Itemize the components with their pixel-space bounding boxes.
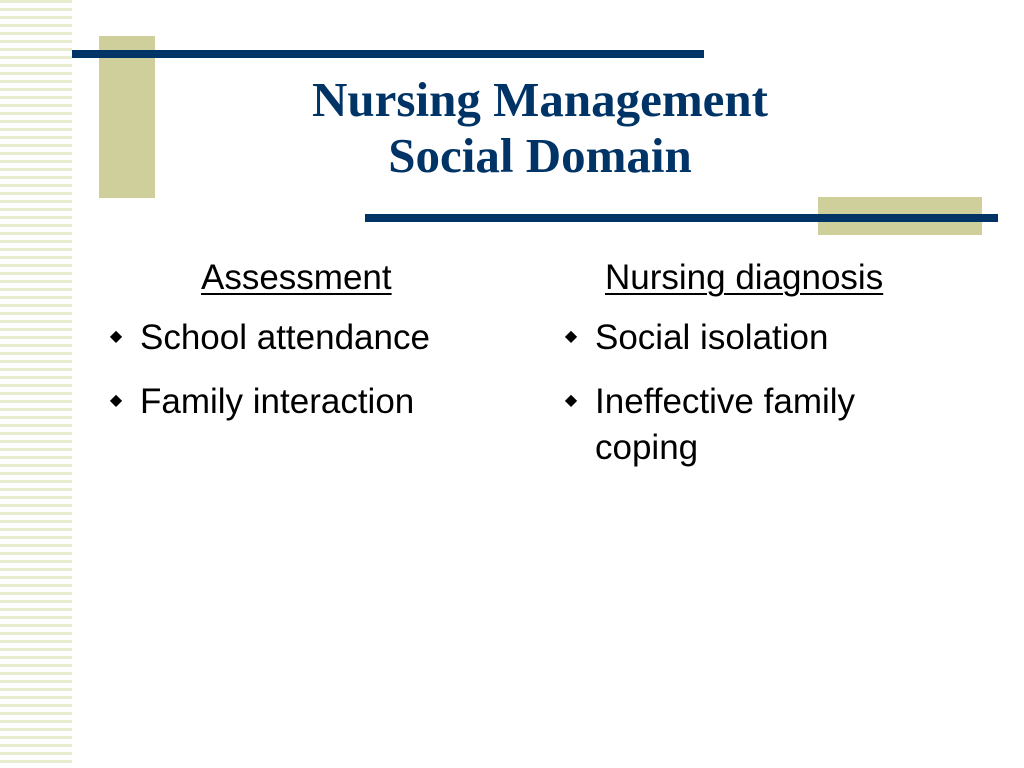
assessment-column: [100, 255, 520, 443]
list-item-text: Social isolation: [595, 318, 829, 357]
diamond-bullet-icon: ◆: [564, 328, 578, 345]
title-line-1: Nursing Management: [312, 72, 768, 127]
decorative-block-left: [99, 36, 155, 198]
slide-title: [160, 72, 920, 184]
list-item-text: School attendance: [140, 318, 430, 357]
list-item-text: Family interaction: [140, 382, 415, 421]
list-item: [555, 379, 935, 471]
diamond-bullet-icon: ◆: [109, 392, 123, 409]
decorative-stripes: [0, 0, 72, 768]
title-rule-bottom: [365, 214, 998, 222]
list-item: [555, 315, 975, 361]
list-item: [100, 315, 520, 361]
list-item: [100, 379, 520, 425]
diamond-bullet-icon: ◆: [109, 328, 123, 345]
title-rule-top: [72, 50, 704, 58]
diagnosis-heading: Nursing diagnosis: [605, 258, 884, 297]
diagnosis-list: [555, 315, 975, 471]
title-line-2: Social Domain: [388, 128, 692, 183]
diamond-bullet-icon: ◆: [564, 392, 578, 409]
diagnosis-column: [555, 255, 975, 489]
assessment-heading: Assessment: [201, 258, 392, 297]
list-item-text: Ineffective family coping: [595, 382, 856, 467]
assessment-list: [100, 315, 520, 425]
